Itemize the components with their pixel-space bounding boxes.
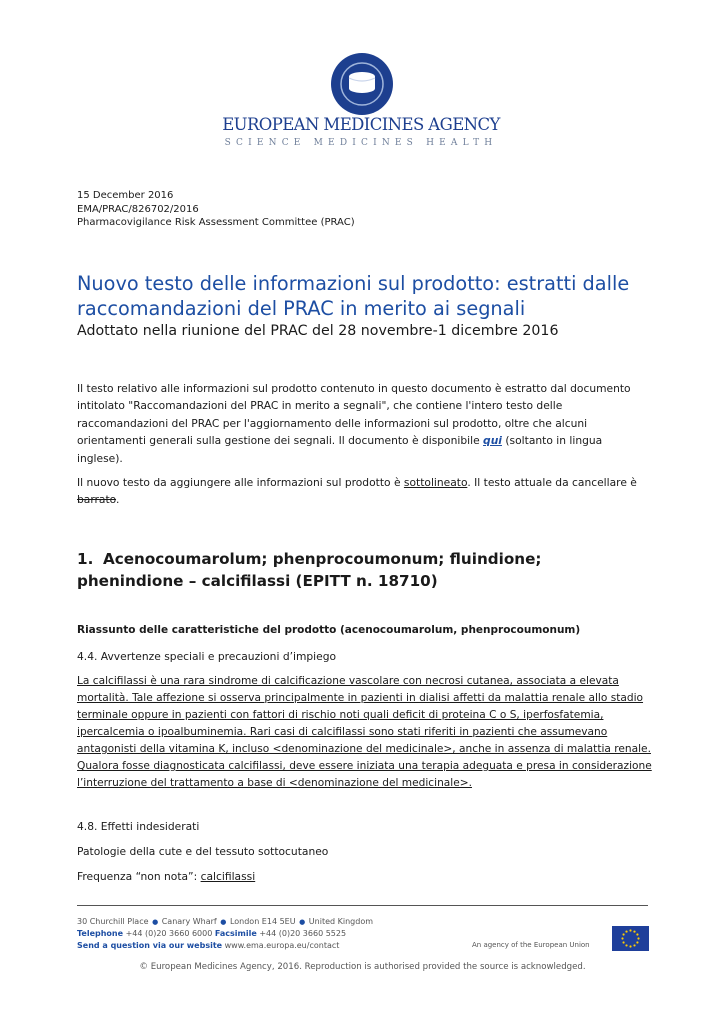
address-line-4: United Kingdom: [308, 917, 374, 926]
agency-of-eu: An agency of the European Union: [472, 941, 590, 949]
eu-star-icon: [629, 929, 631, 931]
agency-name: EUROPEAN MEDICINES AGENCY: [222, 115, 500, 134]
bullet-icon: ●: [299, 918, 306, 926]
struck-example: barrato: [77, 493, 117, 507]
new-text-4-4: La calcifilassi è una rara sindrome di calcificazione vascolare con necrosi cutanea, associata a elevata mortalità. Tale affezione si osserva principalmente in pazienti in dialisi affetti da malattia renale allo stadio terminale oppure in pazienti con fattori di rischio noti quali deficit di proteina C o S, iperfosfatemia, ipercalcemia o ipoalbuminemia. Rari casi di calcifilassi sono stati riferiti in pazienti che assumevano antagonisti della vitamina K, incluso <denominazione del medicinale>, anche in assenza di malattia renale. Qualora fosse diagnosticata calcifilassi, deve essere iniziata una terapia adeguata e presa in considerazione l’interruzione del trattamento a base di <denominazione del medicinale>.: [77, 675, 652, 789]
eu-star-icon: [633, 930, 635, 932]
subsection-4-8: 4.8. Effetti indesiderati: [77, 820, 200, 833]
intro-text-tail: (soltanto in lingua inglese).: [77, 434, 603, 465]
intro-text: Il testo relativo alle informazioni sul prodotto contenuto in questo documento è estratto dal documento intitolato "Raccomandazioni del PRAC in merito a segnali", che contiene l'intero testo delle raccomandazioni del PRAC per l'aggiornamento delle informazioni sul prodotto, oltre che alcuni orientamenti generali sulla gestione dei segnali. Il documento è disponibile: [77, 382, 631, 448]
eu-star-icon: [622, 933, 624, 935]
page-title-line-1: Nuovo testo delle informazioni sul prodotto: estratti dalle: [77, 272, 630, 295]
frequency-term: calcifilassi: [200, 870, 256, 883]
copyright-notice: © European Medicines Agency, 2016. Reproduction is authorised provided the source is acknowledged.: [139, 962, 586, 972]
eu-star-icon: [621, 937, 623, 939]
agency-tagline: SCIENCE MEDICINES HEALTH: [224, 138, 498, 148]
section-heading: [77, 549, 637, 592]
eu-star-icon: [625, 930, 627, 932]
note-text-2: . Il testo attuale da cancellare è: [467, 476, 637, 489]
ema-logo-icon: [330, 52, 394, 116]
footer-phone-line: [77, 928, 373, 940]
page-title-line-2: raccomandazioni del PRAC in merito ai segnali: [77, 296, 526, 320]
facsimile-number: +44 (0)20 3660 5525: [259, 929, 347, 939]
smpc-heading: Riassunto delle caratteristiche del prodotto (acenocoumarolum, phenprocoumonum): [77, 624, 581, 636]
eu-star-icon: [622, 941, 624, 943]
eu-star-icon: [625, 944, 627, 946]
section-title: Acenocoumarolum; phenprocoumonum; fluindione; phenindione – calcifilassi (EPITT n. 18710): [77, 550, 542, 590]
website-link[interactable]: www.ema.europa.eu/contact: [224, 941, 340, 951]
note-text-3: .: [116, 493, 120, 507]
document-reference: EMA/PRAC/826702/2016: [77, 203, 199, 215]
page-subtitle: Adottato nella riunione del PRAC del 28 novembre-1 dicembre 2016: [77, 323, 559, 339]
qui-link[interactable]: qui: [483, 434, 502, 448]
eu-star-icon: [636, 933, 638, 935]
address-line-2: Canary Wharf: [161, 917, 217, 926]
section-number: 1.: [77, 550, 94, 568]
system-organ-class: Patologie della cute e del tessuto sottocutaneo: [77, 845, 329, 858]
telephone-label: Telephone: [77, 929, 124, 939]
bullet-icon: ●: [152, 918, 159, 926]
question-label: Send a question via our website: [77, 941, 223, 951]
eu-star-icon: [629, 945, 631, 947]
eu-star-icon: [633, 944, 635, 946]
eu-star-icon: [636, 941, 638, 943]
address-line-3: London E14 5EU: [229, 917, 296, 926]
footer-contact-line: [77, 940, 373, 952]
ema-logo: [216, 52, 506, 152]
note-text-1: Il nuovo testo da aggiungere alle informazioni sul prodotto è: [77, 476, 404, 489]
footer-divider: [77, 905, 648, 906]
frequency-line: [77, 868, 255, 885]
footer-contact: [77, 916, 373, 953]
eu-star-icon: [637, 937, 639, 939]
edit-convention-note: [77, 474, 647, 509]
document-meta: [77, 189, 355, 230]
committee-name: Pharmacovigilance Risk Assessment Committee (PRAC): [77, 217, 355, 228]
subsection-4-4: 4.4. Avvertenze speciali e precauzioni d’impiego: [77, 650, 337, 663]
document-date: 15 December 2016: [77, 190, 174, 201]
page-title: [77, 272, 629, 321]
eu-flag-icon: [612, 926, 649, 951]
intro-paragraph: [77, 380, 647, 467]
telephone-number: +44 (0)20 3660 6000: [125, 929, 213, 939]
bullet-icon: ●: [220, 918, 227, 926]
footer-address: [77, 916, 373, 928]
frequency-label: Frequenza “non nota”:: [77, 870, 201, 883]
address-line-1: 30 Churchill Place: [77, 917, 149, 926]
underlined-example: sottolineato: [403, 476, 468, 489]
facsimile-label: Facsimile: [214, 929, 257, 939]
